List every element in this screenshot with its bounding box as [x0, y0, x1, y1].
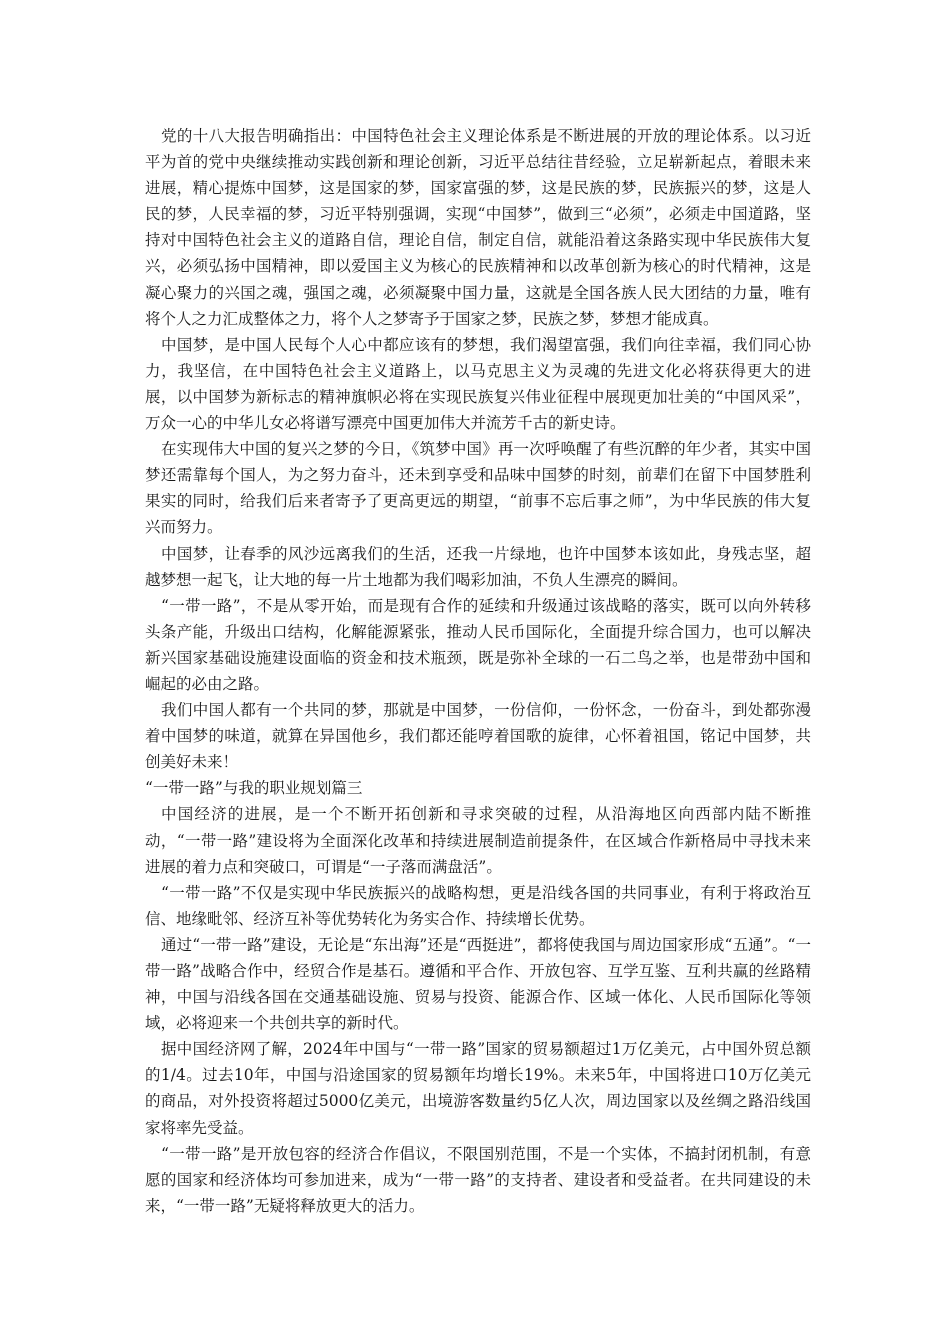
- paragraph: “一带一路”是开放包容的经济合作倡议，不限国别范围，不是一个实体，不搞封闭机制，有意愿的国家和经济体均可参加进来，成为“一带一路”的支持者、建设者和受益者。在共同建设的未来，“一带一路”无疑将释放更大的活力。: [145, 1144, 811, 1215]
- paragraph: “一带一路”不仅是实现中华民族振兴的战略构想，更是沿线各国的共同事业，有利于将政治互信、地缘毗邻、经济互补等优势转化为务实合作、持续增长优势。: [145, 883, 811, 928]
- paragraph: 党的十八大报告明确指出：中国特色社会主义理论体系是不断进展的开放的理论体系。以习近平为首的党中央继续推动实践创新和理论创新，习近平总结往昔经验，立足崭新起点，着眼未来进展，精心提炼中国梦，这是国家的梦，国家富强的梦，这是民族的梦，民族振兴的梦，这是人民的梦，人民幸福的梦，习近平特别强调，实现“中国梦”，做到三“必须”，必须走中国道路，坚持对中国特色社会主义的道路自信，理论自信，制定自信，就能沿着这条路实现中华民族伟大复兴，必须弘扬中国精神，即以爱国主义为核心的民族精神和以改革创新为核心的时代精神，这是凝心聚力的兴国之魂，强国之魂，必须凝聚中国力量，这就是全国各族人民大团结的力量，唯有将个人之力汇成整体之力，将个人之梦寄予于国家之梦，民族之梦，梦想才能成真。: [145, 127, 811, 328]
- paragraph: “一带一路”，不是从零开始，而是现有合作的延续和升级通过该战略的落实，既可以向外转移头条产能，升级出口结构，化解能源紧张，推动人民币国际化，全面提升综合国力，也可以解决新兴国家基础设施建设面临的资金和技术瓶颈，既是弥补全球的一石二鸟之举，也是带劲中国和崛起的必由之路。: [145, 596, 811, 693]
- paragraph: 在实现伟大中国的复兴之梦的今日，《筑梦中国》再一次呼唤醒了有些沉醉的年少者，其实中国梦还需靠每个国人，为之努力奋斗，还未到享受和品味中国梦的时刻，前辈们在留下中国梦胜利果实的同时，给我们后来者寄予了更高更远的期望，“前事不忘后事之师”，为中华民族的伟大复兴而努力。: [145, 440, 811, 537]
- paragraph: 据中国经济网了解，2024年中国与“一带一路”国家的贸易额超过1万亿美元，占中国外贸总额的1/4。过去10年，中国与沿途国家的贸易额年均增长19%。未来5年，中国将进口10万亿美元的商品，对外投资将超过5000亿美元，出境游客数量约5亿人次，周边国家以及丝绸之路沿线国家将率先受益。: [145, 1040, 811, 1137]
- paragraph: 中国梦，是中国人民每个人心中都应该有的梦想，我们渴望富强，我们向往幸福，我们同心协力，我坚信，在中国特色社会主义道路上，以马克思主义为灵魂的先进文化必将获得更大的进展，以中国梦为新标志的精神旗帜必将在实现民族复兴伟业征程中展现更加壮美的“中国风采”，万众一心的中华儿女必将谱写漂亮中国更加伟大并流芳千古的新史诗。: [145, 335, 811, 433]
- paragraph: 中国梦，让春季的风沙远离我们的生活，还我一片绿地，也许中国梦本该如此，身残志坚，超越梦想一起飞，让大地的每一片土地都为我们喝彩加油，不负人生漂亮的瞬间。: [145, 544, 811, 589]
- paragraph: 中国经济的进展，是一个不断开拓创新和寻求突破的过程，从沿海地区向西部内陆不断推动，“一带一路”建设将为全面深化改革和持续进展制造前提条件，在区域合作新格局中寻找未来进展的着力点和突破口，可谓是“一子落而满盘活”。: [145, 805, 811, 876]
- document-body: [145, 123, 811, 1219]
- paragraph: 通过“一带一路”建设，无论是“东出海”还是“西挺进”，都将使我国与周边国家形成“五通”。“一带一路”战略合作中，经贸合作是基石。遵循和平合作、开放包容、互学互鉴、互利共赢的丝路精神，中国与沿线各国在交通基础设施、贸易与投资、能源合作、区域一体化、人民币国际化等领域，必将迎来一个共创共享的新时代。: [145, 935, 811, 1033]
- paragraph: 我们中国人都有一个共同的梦，那就是中国梦，一份信仰，一份怀念，一份奋斗，到处都弥漫着中国梦的味道，就算在异国他乡，我们都还能哼着国歌的旋律，心怀着祖国，铭记中国梦，共创美好未来！: [145, 701, 811, 772]
- section-title: “一带一路”与我的职业规划篇三: [145, 779, 363, 798]
